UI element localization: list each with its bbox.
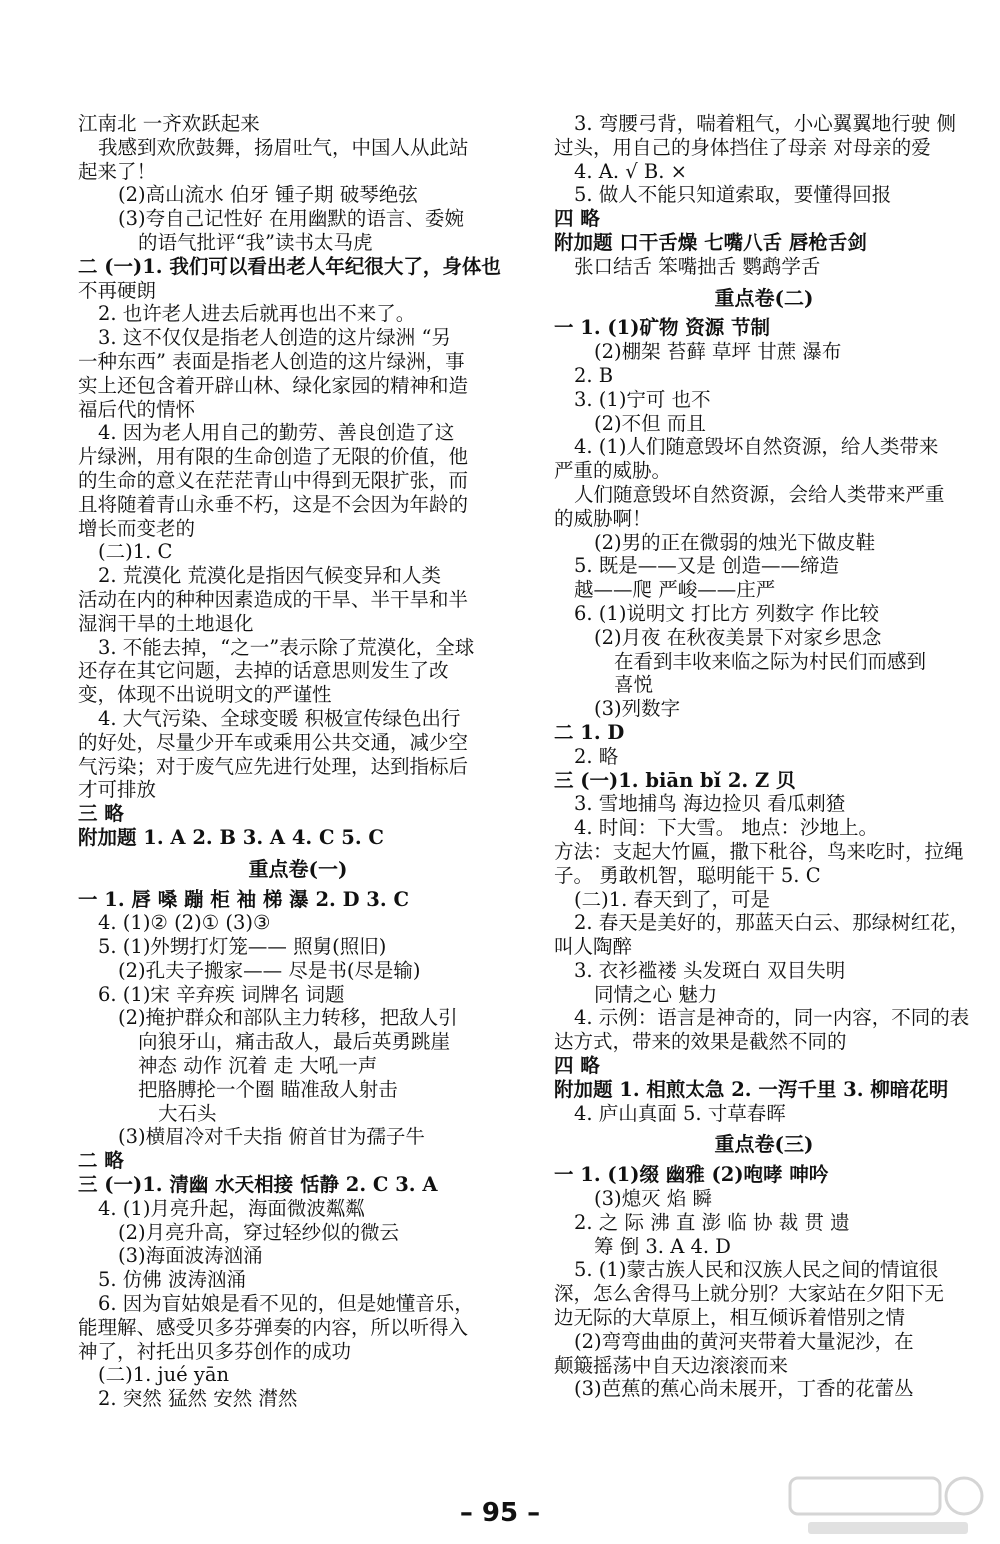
answer-line: (2)不但 而且 <box>594 411 706 435</box>
answer-line: 一 1. (1)矿物 资源 节制 <box>554 316 771 340</box>
answer-line: 福后代的情怀 <box>78 397 196 421</box>
answer-line: 子。 勇敢机智，聪明能干 5. C <box>554 863 821 887</box>
answer-line: (2)高山流水 伯牙 锺子期 破琴绝弦 <box>118 183 418 207</box>
answer-line: (2)孔夫子搬家—— 尽是书(尽是输) <box>118 958 421 982</box>
answer-line: 三 (一)1. 清幽 水天相接 恬静 2. C 3. A <box>78 1173 438 1197</box>
answer-line: 的威胁啊！ <box>554 506 652 530</box>
answer-line: 筹 倒 3. A 4. D <box>594 1234 731 1258</box>
answer-line: 4. 庐山真面 5. 寸草春晖 <box>574 1101 786 1125</box>
answer-line: 边无际的大草原上，相互倾诉着惜别之情 <box>554 1306 906 1330</box>
answer-line: 把胳膊抡一个圈 瞄准敌人射击 <box>138 1077 398 1101</box>
answer-line: 6. (1)宋 辛弃疾 词牌名 词题 <box>98 982 345 1006</box>
answer-line: 附加题 口干舌燥 七嘴八舌 唇枪舌剑 <box>554 230 867 254</box>
answer-line: 4. 示例：语言是神奇的，同一内容，不同的表 <box>574 1006 970 1030</box>
answer-line: 气污染；对于废气应先进行处理，达到指标后 <box>78 754 469 778</box>
answer-line: (2)弯弯曲曲的黄河夹带着大量泥沙，在 <box>574 1329 914 1353</box>
answer-line: 2. 突然 猛然 安然 潸然 <box>98 1387 298 1411</box>
answer-line: 的好处，尽量少开车或乘用公共交通，减少空 <box>78 730 469 754</box>
answer-line: 湿润干旱的土地退化 <box>78 611 254 635</box>
answer-line: 实上还包含着开辟山林、绿化家园的精神和造 <box>78 373 469 397</box>
answer-line: 2. 之 际 沸 直 澎 临 协 裁 贯 遗 <box>574 1210 850 1234</box>
left-column <box>78 112 518 1411</box>
answer-line: 2. 也许老人进去后就再也出不来了。 <box>98 302 416 326</box>
answer-line: 片绿洲，用有限的生命创造了无限的价值，他 <box>78 445 469 469</box>
answer-line: 四 略 <box>554 207 600 231</box>
answer-line: 大石头 <box>158 1101 217 1125</box>
answer-line: (2)棚架 苔藓 草坪 甘蔗 瀑布 <box>594 340 842 364</box>
section-title: 重点卷(三) <box>714 1132 814 1157</box>
answer-line: 的生命的意义在茫茫青山中得到无限扩张，而 <box>78 468 469 492</box>
page-number: – 95 – <box>459 1498 541 1528</box>
answer-line: (2)月夜 在秋夜美景下对家乡思念 <box>594 625 882 649</box>
answer-line: 过头，用自己的身体挡住了母亲 对母亲的爱 <box>554 135 931 159</box>
answer-line: (3)横眉冷对千夫指 俯首甘为孺子牛 <box>118 1125 425 1149</box>
answer-line: 变，体现不出说明文的严谨性 <box>78 683 332 707</box>
answer-line: 三 (一)1. biān bǐ 2. Z 贝 <box>554 768 796 792</box>
answer-line: 喜悦 <box>614 673 654 697</box>
answer-line: 4. (1)② (2)① (3)③ <box>98 911 271 935</box>
answer-line: 方法：支起大竹匾，撒下秕谷，鸟来吃时，拉绳 <box>554 839 964 863</box>
answer-line: 越——爬 严峻——庄严 <box>574 578 776 602</box>
answer-line: 2. 略 <box>574 744 619 768</box>
answer-line: 起来了！ <box>78 159 157 183</box>
answer-line: 4. 因为老人用自己的勤劳、善良创造了这 <box>98 421 455 445</box>
answer-line: (3)夸自己记性好 在用幽默的语言、委婉 <box>118 207 464 231</box>
answer-line: 活动在内的种种因素造成的干旱、半干旱和半 <box>78 587 469 611</box>
answer-line: 向狼牙山，痛击敌人，最后英勇跳崖 <box>138 1030 451 1054</box>
answer-line: 3. 弯腰弓背，喘着粗气，小心翼翼地行驶 侧 <box>574 112 957 135</box>
answer-line: 6. 因为盲姑娘是看不见的，但是她懂音乐， <box>98 1292 474 1316</box>
answer-line: 5. (1)外甥打灯笼—— 照舅(照旧) <box>98 935 387 959</box>
answer-line: 3. 雪地捕鸟 海边捡贝 看瓜刺猹 <box>574 792 846 816</box>
answer-line: 能理解、感受贝多芬弹奏的内容，所以听得入 <box>78 1315 469 1339</box>
answer-line: 神了，衬托出贝多芬创作的成功 <box>78 1339 352 1363</box>
answer-line: 的语气批评“我”读书太马虎 <box>138 230 373 254</box>
answer-line: 5. 仿佛 波涛汹涌 <box>98 1268 247 1292</box>
answer-line: 达方式，带来的效果是截然不同的 <box>554 1030 847 1054</box>
answer-line: 同情之心 魅力 <box>594 982 718 1006</box>
answer-line: 江南北 一齐欢跃起来 <box>78 112 260 135</box>
answer-line: 在看到丰收来临之际为村民们而感到 <box>614 649 927 673</box>
section-title: 重点卷(二) <box>714 285 814 310</box>
answer-line: (2)掩护群众和部队主力转移，把敌人引 <box>118 1006 458 1030</box>
answer-line: 我感到欢欣鼓舞，扬眉吐气，中国人从此站 <box>98 135 469 159</box>
answer-line: 2. B <box>574 363 614 387</box>
answer-line: 3. (1)宁可 也不 <box>574 387 711 411</box>
right-column <box>554 112 974 1401</box>
answer-line: (二)1. C <box>98 540 173 564</box>
answer-line: 叫人陶醉 <box>554 935 633 959</box>
answer-line: 6. (1)说明文 打比方 列数字 作比较 <box>574 601 880 625</box>
answer-line: 5. 做人不能只知道索取，要懂得回报 <box>574 183 892 207</box>
answer-line: 4. 时间：下大雪。 地点：沙地上。 <box>574 816 879 840</box>
answer-line: 四 略 <box>554 1054 600 1078</box>
answer-line: 一种东西” 表面是指老人创造的这片绿洲，事 <box>78 349 465 373</box>
answer-line: 人们随意毁坏自然资源，会给人类带来严重 <box>574 482 945 506</box>
answer-line: 2. 春天是美好的，那蓝天白云、那绿树红花， <box>574 911 970 935</box>
answer-line: 不再硬朗 <box>78 278 157 302</box>
answer-line: 二 1. D <box>554 720 625 744</box>
answer-line: (2)月亮升高，穿过轻纱似的微云 <box>118 1220 400 1244</box>
answer-line: 一 1. 唇 嗓 蹦 柜 袖 梯 瀑 2. D 3. C <box>78 887 409 911</box>
answer-line: 张口结舌 笨嘴拙舌 鹦鹉学舌 <box>574 254 821 278</box>
answer-line: (2)男的正在微弱的烛光下做皮鞋 <box>594 530 876 554</box>
answer-line: 二 (一)1. 我们可以看出老人年纪很大了，身体也 <box>78 254 501 278</box>
answer-line: (二)1. 春天到了，可是 <box>574 887 771 911</box>
answer-line: 5. (1)蒙古族人民和汉族人民之间的情谊很 <box>574 1258 939 1282</box>
section-title: 重点卷(一) <box>248 856 348 881</box>
answer-line: (3)熄灭 焰 瞬 <box>594 1187 713 1211</box>
answer-line: (3)芭蕉的蕉心尚未展开，丁香的花蕾丛 <box>574 1377 914 1401</box>
answer-line: 4. A. √ B. × <box>574 159 687 183</box>
answer-line: (3)海面波涛汹涌 <box>118 1244 263 1268</box>
answer-line: 且将随着青山永垂不朽，这是不会因为年龄的 <box>78 492 469 516</box>
answer-line: 颠簸摇荡中自天边滚滚而来 <box>554 1353 789 1377</box>
answer-line: (3)列数字 <box>594 697 681 721</box>
answer-line: 4. 大气污染、全球变暖 积极宣传绿色出行 <box>98 706 461 730</box>
answer-line: 严重的威胁。 <box>554 459 672 483</box>
answer-line: 4. (1)月亮升起，海面微波粼粼 <box>98 1196 365 1220</box>
watermark-logo <box>788 1474 988 1540</box>
answer-line: 5. 既是——又是 创造——缔造 <box>574 554 840 578</box>
answer-line: 附加题 1. 相煎太急 2. 一泻千里 3. 柳暗花明 <box>554 1077 949 1101</box>
answer-line: 4. (1)人们随意毁坏自然资源，给人类带来 <box>574 435 939 459</box>
answer-line: 才可排放 <box>78 778 157 802</box>
answer-line: 一 1. (1)缀 幽雅 (2)咆哮 呻吟 <box>554 1163 829 1187</box>
answer-line: 深，怎么舍得马上就分别？大家站在夕阳下无 <box>554 1282 945 1306</box>
answer-line: 3. 不能去掉，“之一”表示除了荒漠化，全球 <box>98 635 475 659</box>
answer-line: 还存在其它问题，去掉的话意思则发生了改 <box>78 659 449 683</box>
answer-line: 3. 衣衫褴褛 头发斑白 双目失明 <box>574 958 846 982</box>
answer-line: 2. 荒漠化 荒漠化是指因气候变异和人类 <box>98 564 442 588</box>
answer-line: (二)1. jué yān <box>98 1363 230 1387</box>
answer-line: 附加题 1. A 2. B 3. A 4. C 5. C <box>78 825 384 849</box>
answer-line: 增长而变老的 <box>78 516 196 540</box>
answer-line: 三 略 <box>78 802 124 826</box>
answer-line: 3. 这不仅仅是指老人创造的这片绿洲 “另 <box>98 326 451 350</box>
answer-line: 神态 动作 沉着 走 大吼一声 <box>138 1054 378 1078</box>
answer-line: 二 略 <box>78 1149 124 1173</box>
